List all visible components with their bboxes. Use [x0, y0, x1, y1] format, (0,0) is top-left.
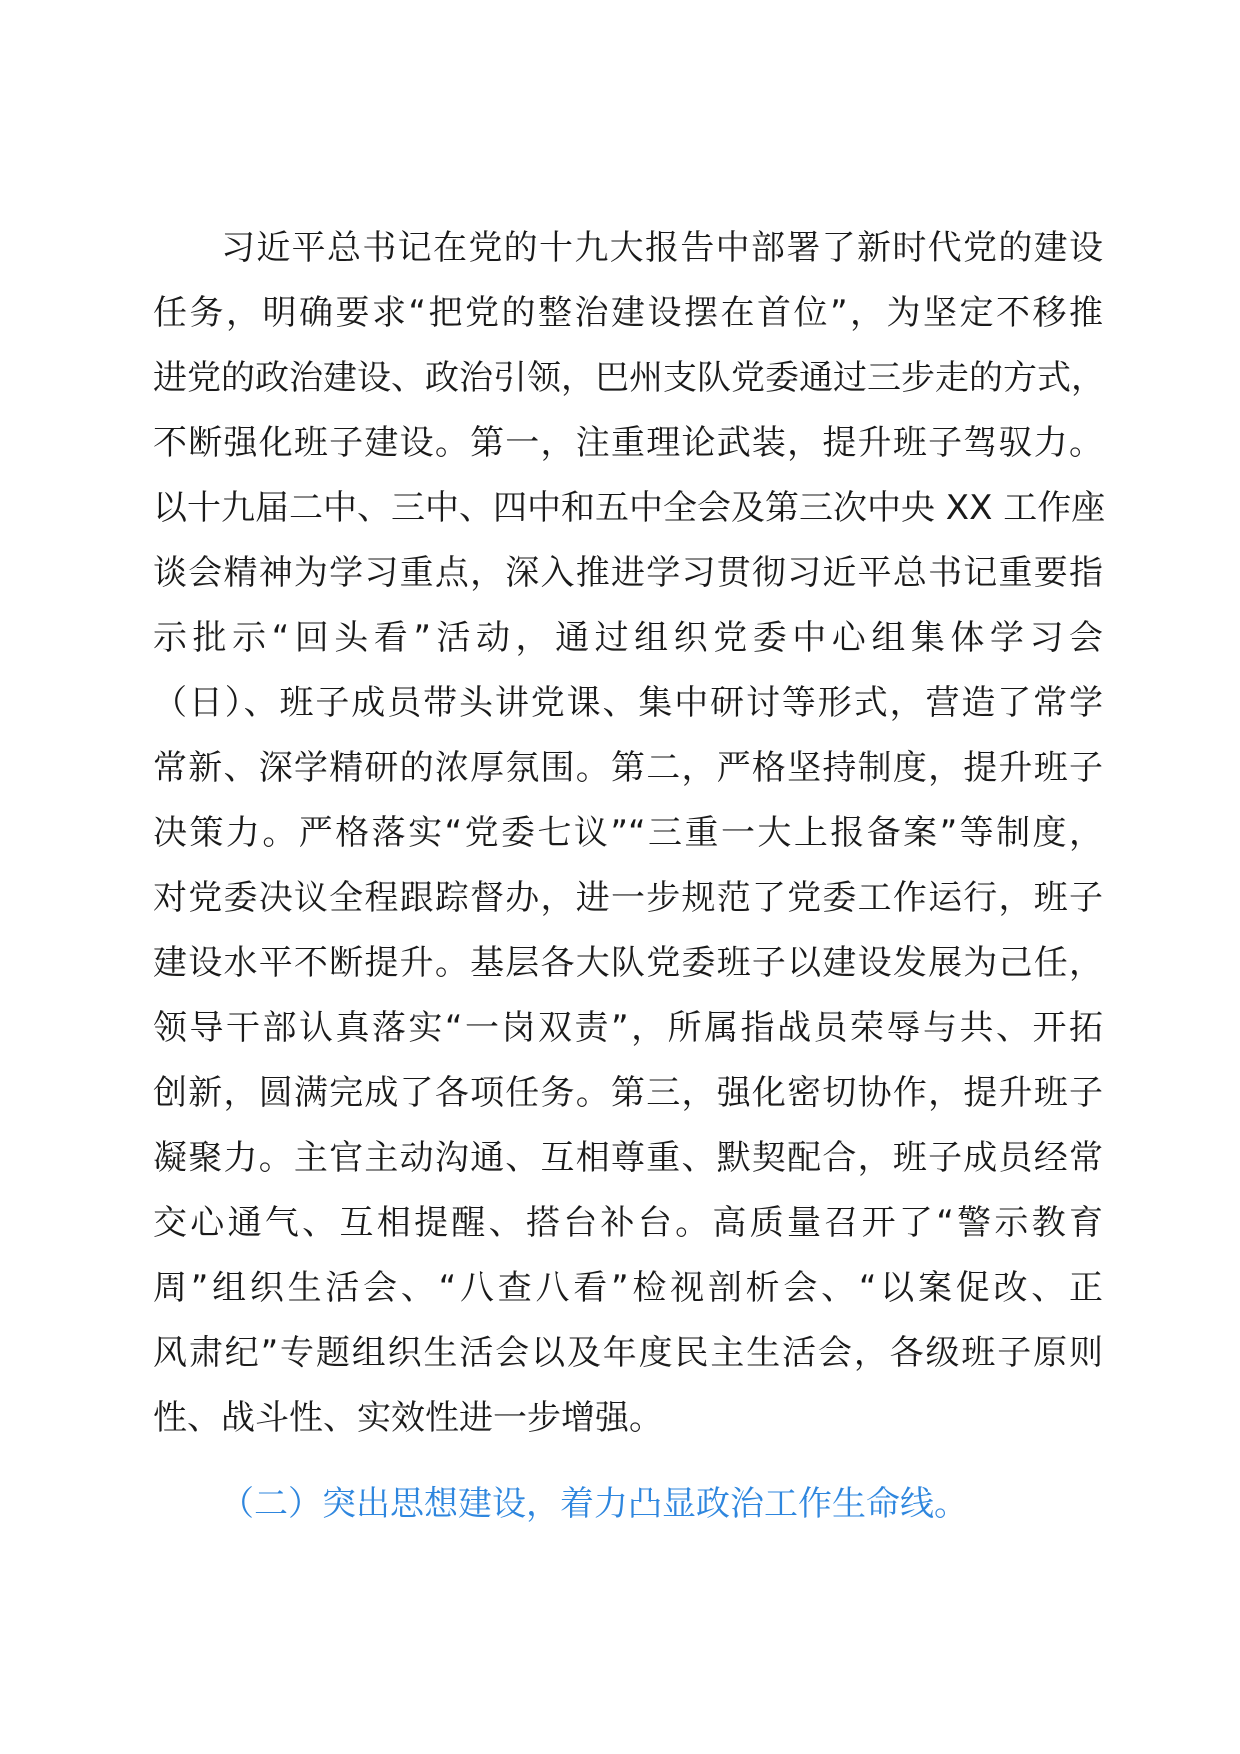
paragraph-line: 对党委决议全程跟踪督办，进一步规范了党委工作运行，班子 — [153, 878, 1103, 918]
paragraph-line: 任务，明确要求“把党的整治建设摆在首位”，为坚定不移推 — [153, 293, 1103, 333]
paragraph-line: 常新、深学精研的浓厚氛围。第二，严格坚持制度，提升班子 — [153, 748, 1103, 788]
paragraph-line: 凝聚力。主官主动沟通、互相尊重、默契配合，班子成员经常 — [153, 1138, 1103, 1178]
paragraph-line: 不断强化班子建设。第一，注重理论武装，提升班子驾驭力。 — [153, 423, 1103, 463]
paragraph-line: 创新，圆满完成了各项任务。第三，强化密切协作，提升班子 — [153, 1073, 1103, 1113]
paragraph-line: 进党的政治建设、政治引领，巴州支队党委通过三步走的方式， — [153, 358, 1105, 398]
paragraph-line: 示批示“回头看”活动，通过组织党委中心组集体学习会 — [153, 618, 1103, 658]
paragraph-line: 周”组织生活会、“八查八看”检视剖析会、“以案促改、正 — [153, 1268, 1103, 1308]
paragraph-line: （日）、班子成员带头讲党课、集中研讨等形式，营造了常学 — [153, 683, 1103, 723]
paragraph-line-last: 性、战斗性、实效性进一步增强。 — [153, 1398, 663, 1438]
paragraph-line: 建设水平不断提升。基层各大队党委班子以建设发展为己任， — [153, 943, 1103, 983]
paragraph-line: 习近平总书记在党的十九大报告中部署了新时代党的建设 — [221, 228, 1103, 268]
paragraph-line: 决策力。严格落实“党委七议”“三重一大上报备案”等制度， — [153, 813, 1103, 853]
section-heading: （二）突出思想建设，着力凸显政治工作生命线。 — [220, 1484, 968, 1524]
paragraph-line: 领导干部认真落实“一岗双责”，所属指战员荣辱与共、开拓 — [153, 1008, 1103, 1048]
body-paragraph — [153, 216, 1106, 1451]
paragraph-line: 谈会精神为学习重点，深入推进学习贯彻习近平总书记重要指 — [153, 553, 1103, 593]
paragraph-line: 交心通气、互相提醒、搭台补台。高质量召开了“警示教育 — [153, 1203, 1103, 1243]
paragraph-line: 以十九届二中、三中、四中和五中全会及第三次中央 XX 工作座 — [153, 488, 1106, 528]
paragraph-line: 风肃纪”专题组织生活会以及年度民主生活会，各级班子原则 — [153, 1333, 1103, 1373]
